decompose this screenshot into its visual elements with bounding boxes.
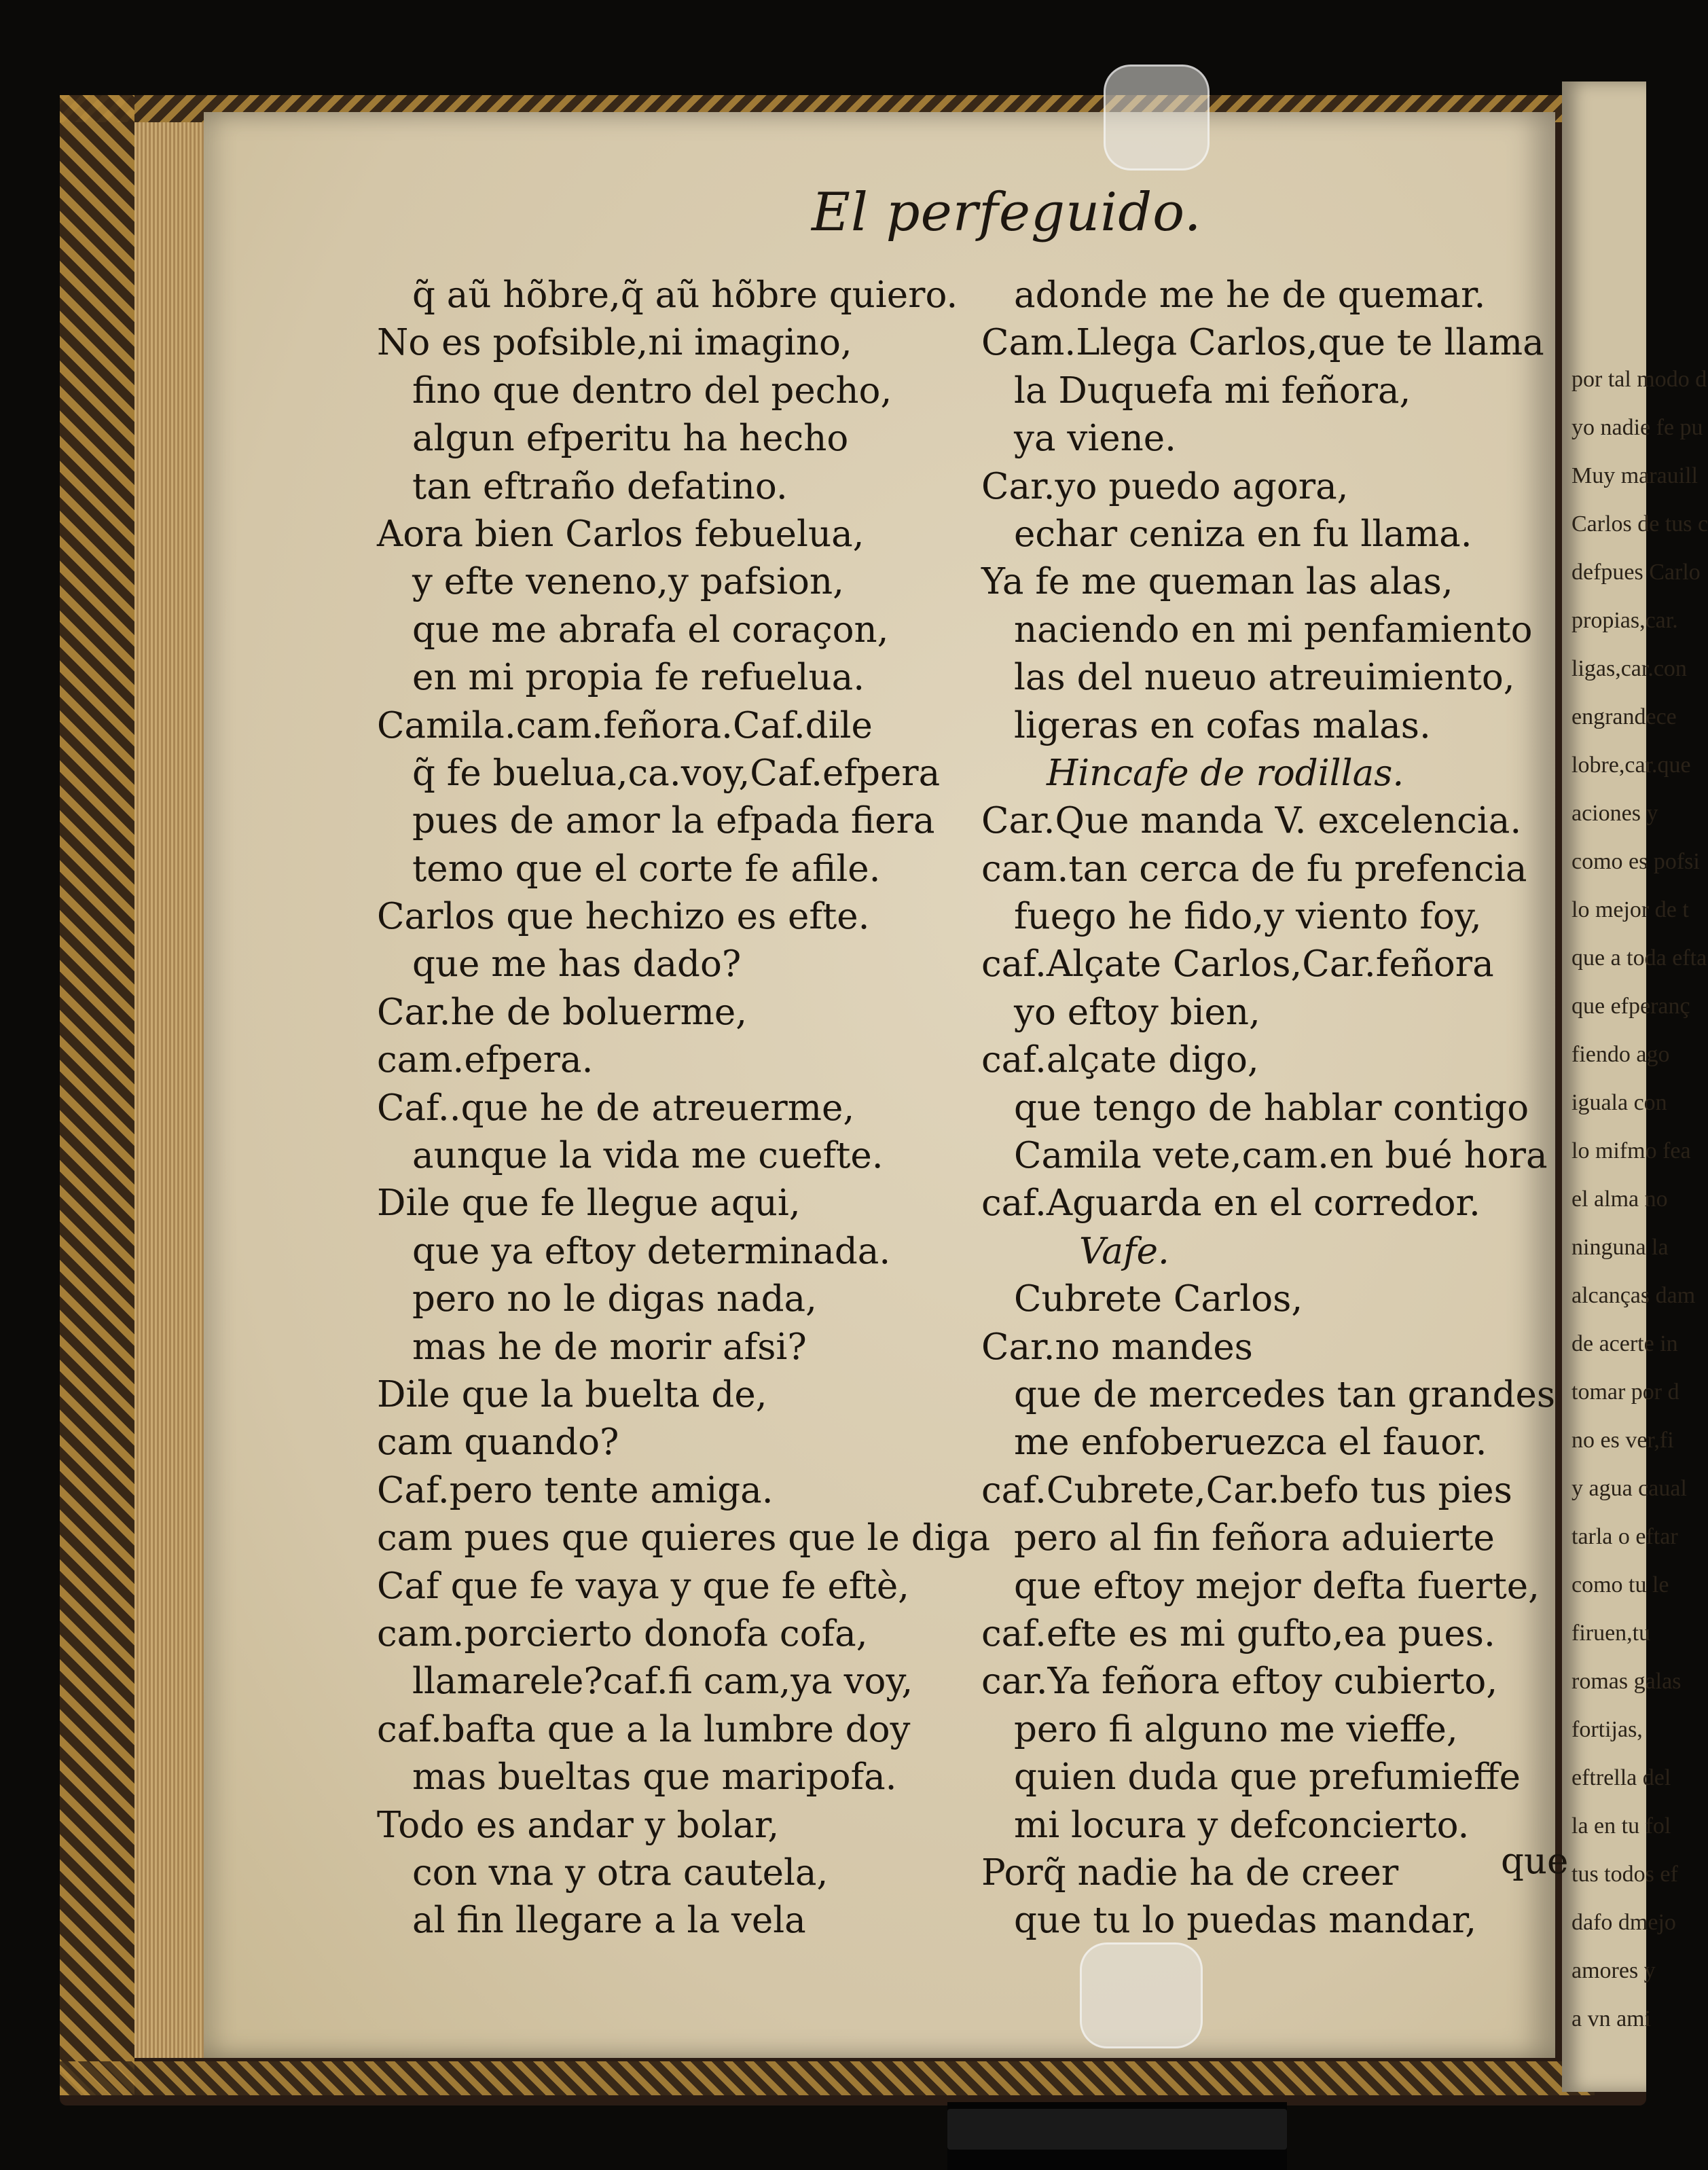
gilt-border-bottom xyxy=(60,2061,1595,2095)
verse-line: algun efperitu ha hecho xyxy=(412,418,849,460)
next-page-line: como es pofsi xyxy=(1571,849,1700,874)
next-page-line: yo nadie fe pu xyxy=(1571,415,1703,440)
verse-line: fino que dentro del pecho, xyxy=(412,369,892,412)
next-page-line: romas galas xyxy=(1571,1669,1682,1694)
verse-line: que eftoy mejor defta fuerte, xyxy=(1014,1565,1540,1607)
verse-line: Car.he de boluerme, xyxy=(377,991,748,1033)
next-page-line: tomar por d xyxy=(1571,1379,1679,1405)
verse-line: naciendo en mi penfamiento xyxy=(1014,609,1533,651)
verse-line: Dile que la buelta de, xyxy=(377,1373,767,1415)
verse-line: cam pues que quieres que le diga xyxy=(377,1517,991,1559)
verse-line: caf.Alçate Carlos,Car.feñora xyxy=(981,943,1494,985)
verse-line: Cubrete Carlos, xyxy=(1014,1278,1303,1320)
verse-line: que de mercedes tan grandes xyxy=(1014,1373,1556,1415)
verse-line: Porq̃ nadie ha de creer xyxy=(981,1851,1399,1894)
next-page-line: a vn ami xyxy=(1571,2006,1652,2031)
page-clip-top xyxy=(1104,65,1210,170)
verse-line: Vafe. xyxy=(1079,1230,1169,1272)
verse-line: que ya eftoy determinada. xyxy=(412,1230,891,1272)
verse-line: al fin llegare a la vela xyxy=(412,1900,806,1942)
verse-line: tan eftraño defatino. xyxy=(412,465,788,507)
verse-line: Hincafe de rodillas. xyxy=(1047,752,1404,794)
verse-line: mas bueltas que maripofa. xyxy=(412,1756,897,1798)
verse-line: Carlos que hechizo es efte. xyxy=(377,896,870,938)
verse-line: caf.efte es mi gufto,ea pues. xyxy=(981,1612,1495,1654)
right-column xyxy=(981,272,1555,1945)
verse-line: Caf.pero tente amiga. xyxy=(377,1469,774,1511)
verse-line: caf.Aguarda en el corredor. xyxy=(981,1182,1480,1225)
verse-line: No es pofsible,ni imagino, xyxy=(377,322,852,364)
next-page-line: lo mifmo fea xyxy=(1571,1138,1691,1163)
gilt-border-left xyxy=(60,95,134,2095)
verse-line: ligeras en cofas malas. xyxy=(1014,704,1431,746)
verse-line: caf.bafta que a la lumbre doy xyxy=(377,1708,911,1750)
verse-line: las del nueuo atreuimiento, xyxy=(1014,657,1515,699)
verse-line: Car.no mandes xyxy=(981,1326,1253,1368)
next-page-line: el alma no xyxy=(1571,1187,1668,1212)
verse-line: temo que el corte fe afile. xyxy=(412,848,881,890)
verse-line: pero fi alguno me vieffe, xyxy=(1014,1708,1458,1750)
page-edges xyxy=(134,122,209,2058)
verse-line: caf.Cubrete,Car.befo tus pies xyxy=(981,1469,1512,1511)
verse-line: mi locura y defconcierto. xyxy=(1014,1804,1470,1846)
verse-line: q̃ aũ hõbre,q̃ aũ hõbre quiero. xyxy=(412,274,958,316)
next-page-line: por tal modo d xyxy=(1571,367,1707,392)
clip-slot xyxy=(947,2109,1287,2150)
running-head: El perfeguido. xyxy=(812,182,1202,243)
next-page-line: defpues Carlo xyxy=(1571,560,1701,585)
verse-line: pero al fin feñora aduierte xyxy=(1014,1517,1495,1559)
verse-line: fuego he fido,y viento foy, xyxy=(1014,896,1482,938)
verse-line: Camila vete,cam.en bué hora xyxy=(1014,1135,1548,1177)
next-page-line: que a toda efta xyxy=(1571,945,1707,971)
verse-line: cam.efpera. xyxy=(377,1039,594,1081)
next-page-line: la en tu fol xyxy=(1571,1813,1671,1839)
verse-line: Car.yo puedo agora, xyxy=(981,465,1349,507)
verse-line: me enfoberuezca el fauor. xyxy=(1014,1422,1487,1464)
verse-line: pero no le digas nada, xyxy=(412,1278,817,1320)
next-page-fragment xyxy=(1562,82,1708,2092)
next-page-line: lobre,car.que xyxy=(1571,753,1691,778)
verse-line: Dile que fe llegue aqui, xyxy=(377,1182,801,1225)
next-page-line: alcanças dam xyxy=(1571,1283,1696,1308)
clip-stand xyxy=(947,2102,1287,2170)
next-page-line: eftrella del xyxy=(1571,1765,1671,1790)
next-page-line: lo mejor de t xyxy=(1571,897,1689,922)
verse-line: caf.alçate digo, xyxy=(981,1039,1259,1081)
next-page-line: propias,car. xyxy=(1571,608,1678,633)
next-page-line: fiendo ago xyxy=(1571,1042,1670,1067)
next-page-line: engrandece xyxy=(1571,704,1677,729)
page-clip-bottom xyxy=(1080,1942,1203,2048)
next-page-line: como tu le xyxy=(1571,1572,1669,1597)
verse-line: Ya fe me queman las alas, xyxy=(981,561,1453,603)
verse-line: mas he de morir afsi? xyxy=(412,1326,807,1368)
verse-line: yo eftoy bien, xyxy=(1014,991,1260,1033)
verse-line: que tu lo puedas mandar, xyxy=(1014,1900,1477,1942)
next-page-line: fortijas, xyxy=(1571,1717,1643,1742)
verse-line: aunque la vida me cuefte. xyxy=(412,1135,884,1177)
verse-line: cam quando? xyxy=(377,1422,619,1464)
verse-line: Cam.Llega Carlos,que te llama xyxy=(981,322,1544,364)
verse-line: en mi propia fe refuelua. xyxy=(412,657,865,699)
verse-line: Todo es andar y bolar, xyxy=(377,1804,780,1846)
verse-line: que tengo de hablar contigo xyxy=(1014,1087,1529,1129)
verse-line: que me abrafa el coraçon, xyxy=(412,609,889,651)
verse-line: Camila.cam.feñora.Caf.dile xyxy=(377,704,873,746)
next-page-line: amores y xyxy=(1571,1958,1656,1983)
verse-line: y efte veneno,y pafsion, xyxy=(412,561,844,603)
next-page-line: que efperanç xyxy=(1571,994,1690,1019)
next-page-line: tarla o eftar xyxy=(1571,1524,1678,1549)
verse-line: Caf que fe vaya y que fe eftè, xyxy=(377,1565,910,1607)
verse-line: Car.Que manda V. excelencia. xyxy=(981,800,1522,842)
verse-line: car.Ya feñora eftoy cubierto, xyxy=(981,1661,1498,1703)
verse-line: Caf..que he de atreuerme, xyxy=(377,1087,855,1129)
left-column xyxy=(377,272,990,1945)
next-page-line: no es ver,fi xyxy=(1571,1428,1674,1453)
next-page-line: Carlos de tus c xyxy=(1571,511,1708,537)
verse-line: cam.porcierto donofa cofa, xyxy=(377,1612,868,1654)
next-page-line: Muy marauill xyxy=(1571,463,1698,488)
verse-line: echar ceniza en fu llama. xyxy=(1014,513,1472,555)
next-page-line: aciones y xyxy=(1571,801,1658,826)
verse-line: q̃ fe buelua,ca.voy,Caf.efpera xyxy=(412,752,941,794)
verse-line: llamarele?caf.fi cam,ya voy, xyxy=(412,1661,913,1703)
verse-line: que me has dado? xyxy=(412,943,742,985)
next-page-line: de acerte in xyxy=(1571,1331,1678,1356)
verse-line: con vna y otra cautela, xyxy=(412,1851,829,1894)
verse-line: pues de amor la efpada fiera xyxy=(412,800,935,842)
verse-line: adonde me he de quemar. xyxy=(1014,274,1486,316)
verse-line: Aora bien Carlos febuelua, xyxy=(377,513,865,555)
verse-line: la Duquefa mi feñora, xyxy=(1014,369,1411,412)
next-page-line: tus todos ef xyxy=(1571,1862,1678,1887)
catchword: que xyxy=(1501,1841,1569,1882)
verse-line: quien duda que prefumieffe xyxy=(1014,1756,1521,1798)
next-page-line: y agua caual xyxy=(1571,1476,1687,1501)
next-page-line: ligas,car.con xyxy=(1571,656,1687,681)
next-page-line: firuen,tu xyxy=(1571,1621,1651,1646)
verse-line: ya viene. xyxy=(1014,418,1176,460)
next-page-line: dafo dmejo xyxy=(1571,1910,1676,1935)
next-page-line: ninguna la xyxy=(1571,1235,1669,1260)
verse-line: cam.tan cerca de fu prefencia xyxy=(981,848,1527,890)
next-page-line: iguala con xyxy=(1571,1090,1667,1115)
